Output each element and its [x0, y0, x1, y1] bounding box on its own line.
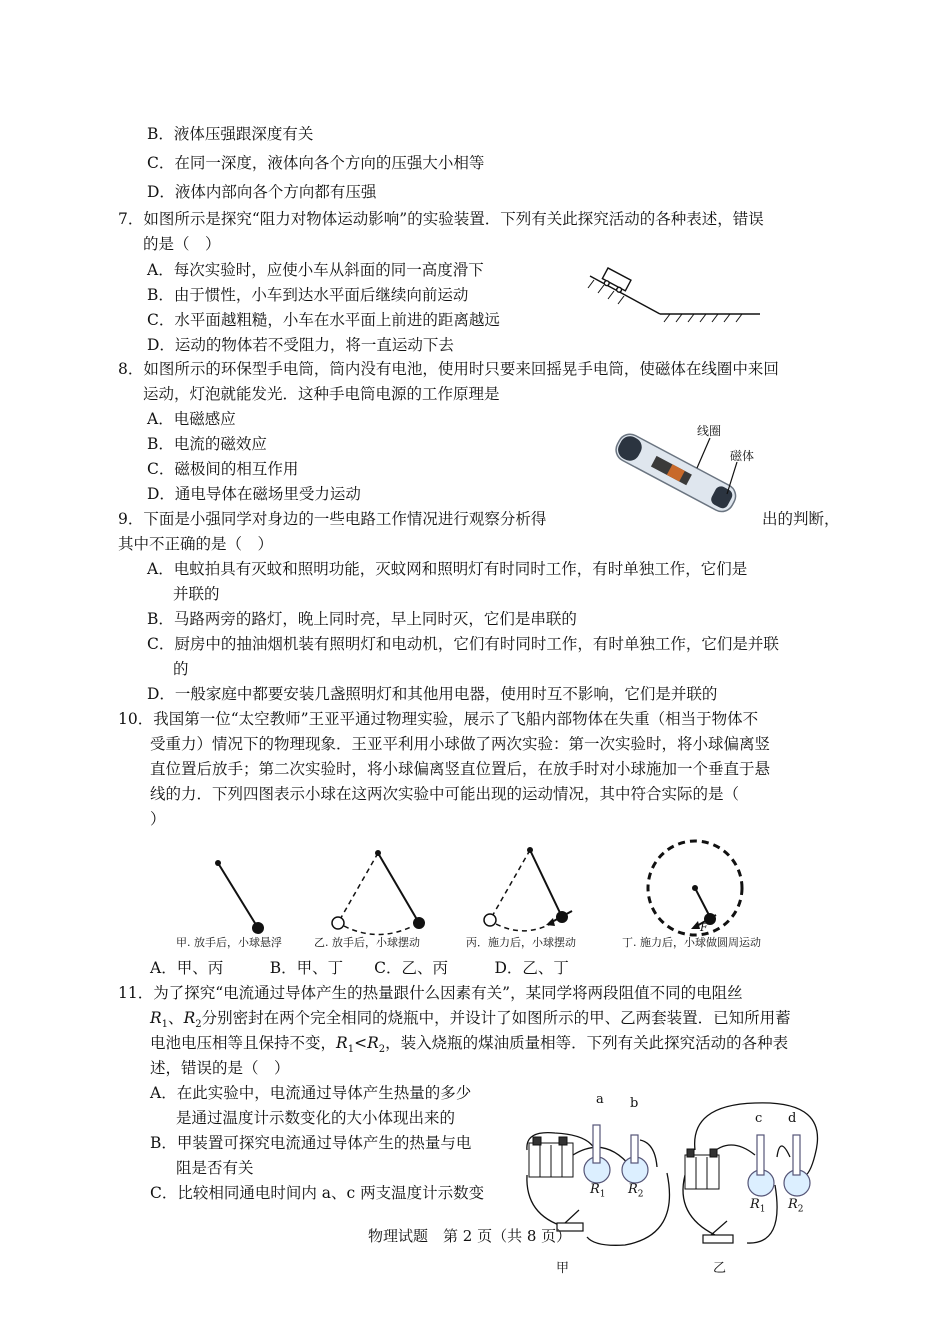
q10-stem-line2: 受重力）情况下的物理现象．王亚平利用小球做了两次实验：第一次实验时，将小球偏离竖: [150, 735, 771, 753]
flask-yi-r1: [748, 1135, 774, 1196]
switch-yi: [703, 1221, 733, 1243]
flask-jia-r2: [622, 1135, 648, 1183]
q9-stem-line1-a: 9．下面是小强同学对身边的一些电路工作情况进行观察分析得: [118, 510, 547, 528]
q10-stem-line3: 直位置后放手；第二次实验时，将小球偏离竖直位置后，在放手时对小球施加一个垂直于悬: [150, 760, 771, 778]
incline-diagram: [580, 258, 770, 328]
page-footer: 物理试题 第 2 页（共 8 页）: [368, 1227, 572, 1245]
pendulum-yi: [332, 850, 425, 935]
q8-stem-line1: 8．如图所示的环保型手电筒，筒内没有电池，使用时只要来回摇晃手电筒，使磁体在线圈中来回: [118, 360, 779, 378]
q10-stem-line1: 10．我国第一位“太空教师”王亚平通过物理实验，展示了飞船内部物体在失重（相当于物体不: [118, 710, 759, 728]
caption-ding: 丁. 施力后，小球做圆周运动: [622, 936, 761, 949]
q9-option-a-line2: 并联的: [173, 585, 220, 603]
q7-stem-line2: 的是（ ）: [143, 235, 221, 253]
caption-jia: 甲. 放手后，小球悬浮: [176, 936, 282, 949]
thermometer-d-label: d: [788, 1111, 797, 1126]
q11-stem-line3: 电池电压相等且保持不变，$R_1<R_2$，装入烧瓶的煤油质量相等．下列有关此探究活动的各种表: [150, 1034, 789, 1056]
thermometer-c-label: c: [755, 1111, 763, 1126]
q11-option-b-line1: B．甲装置可探究电流通过导体产生的热量与电: [150, 1134, 472, 1152]
resistor-r2-yi: $R_2$: [788, 1197, 804, 1215]
caption-yi: 乙. 放手后，小球摆动: [314, 936, 420, 949]
flask-yi-r2: [784, 1135, 810, 1196]
q10-stem-line4: 线的力．下列四图表示小球在这两次实验中可能出现的运动情况，其中符合实际的是（: [150, 785, 740, 803]
q8-option-d: D．通电导体在磁场里受力运动: [147, 485, 361, 503]
pendulum-ding: [648, 841, 742, 935]
q9-option-d: D．一般家庭中都要安装几盏照明灯和其他用电器，使用时互不影响，它们是并联的: [147, 685, 718, 703]
thermometer-a-label: a: [596, 1092, 604, 1107]
q6-option-c: C．在同一深度，液体向各个方向的压强大小相等: [147, 154, 485, 172]
pendulum-bing: [484, 847, 572, 931]
q11-stem-line1: 11．为了探究“电流通过导体产生的热量跟什么因素有关”，某同学将两段阻值不同的电阻丝: [118, 984, 743, 1002]
q9-option-a-line1: A．电蚊拍具有灭蚊和照明功能，灭蚊网和照明灯有时同时工作，有时单独工作，它们是: [147, 560, 748, 578]
q6-option-b: B．液体压强跟深度有关: [147, 125, 314, 143]
resistor-r1-yi: $R_1$: [750, 1197, 766, 1215]
q6-option-d: D．液体内部向各个方向都有压强: [147, 183, 377, 201]
q11-stem-line4: 述，错误的是（ ）: [150, 1059, 290, 1077]
q9-option-c-line1: C．厨房中的抽油烟机装有照明灯和电动机，它们有时同时工作，有时单独工作，它们是并联: [147, 635, 779, 653]
q7-option-d: D．运动的物体若不受阻力，将一直运动下去: [147, 336, 454, 354]
q7-option-a: A．每次实验时，应使小车从斜面的同一高度滑下: [147, 261, 484, 279]
resistor-r1-jia: $R_1$: [590, 1182, 606, 1200]
q8-option-c: C．磁极间的相互作用: [147, 460, 299, 478]
pendulum-jia: [215, 860, 264, 934]
q10-stem-line5: ）: [150, 810, 166, 828]
q9-option-b: B．马路两旁的路灯，晚上同时亮，早上同时灭，它们是串联的: [147, 610, 577, 628]
circuit-label-jia: 甲: [556, 1261, 570, 1276]
caption-bing: 丙．施力后，小球摆动: [466, 936, 576, 949]
q11-option-c-line1: C．比较相同通电时间内 a、c 两支温度计示数变: [150, 1184, 485, 1202]
q9-option-c-line2: 的: [173, 660, 189, 678]
q9-stem-line2: 其中不正确的是（ ）: [118, 535, 274, 553]
flashlight-icon: [605, 410, 755, 520]
flashlight-coil-label: 线圈: [697, 424, 722, 438]
flask-jia-r1: [584, 1125, 610, 1183]
q8-option-a: A．电磁感应: [147, 410, 236, 428]
resistor-r2-jia: $R_2$: [628, 1182, 644, 1200]
q11-option-a-line2: 是通过温度计示数变化的大小体现出来的: [176, 1109, 456, 1127]
force-label: F: [700, 921, 708, 934]
q8-stem-line2: 运动，灯泡就能发光．这种手电筒电源的工作原理是: [143, 385, 500, 403]
q7-option-b: B．由于惯性，小车到达水平面后继续向前运动: [147, 286, 469, 304]
q10-options: A．甲、丙 B．甲、丁 C．乙、丙 D．乙、丁: [150, 959, 569, 977]
circuit-label-yi: 乙: [713, 1261, 727, 1276]
battery-yi: [685, 1149, 719, 1189]
q11-option-b-line2: 阻是否有关: [176, 1159, 254, 1177]
q7-stem-line1: 7．如图所示是探究“阻力对物体运动影响”的实验装置．下列有关此探究活动的各种表述，错误: [118, 210, 764, 228]
q7-option-c: C．水平面越粗糙，小车在水平面上前进的距离越远: [147, 311, 500, 329]
q11-option-a-line1: A．在此实验中，电流通过导体产生热量的多少: [150, 1084, 472, 1102]
battery-jia: [529, 1137, 573, 1177]
thermometer-b-label: b: [630, 1096, 639, 1111]
q11-stem-line2: $R_1$、$R_2$分别密封在两个完全相同的烧瓶中，并设计了如图所示的甲、乙两套装置．已知所用蓄: [150, 1009, 791, 1031]
q9-stem-line1-b: 出的判断，: [762, 510, 840, 528]
q8-option-b: B．电流的磁效应: [147, 435, 267, 453]
flashlight-magnet-label: 磁体: [730, 449, 755, 463]
